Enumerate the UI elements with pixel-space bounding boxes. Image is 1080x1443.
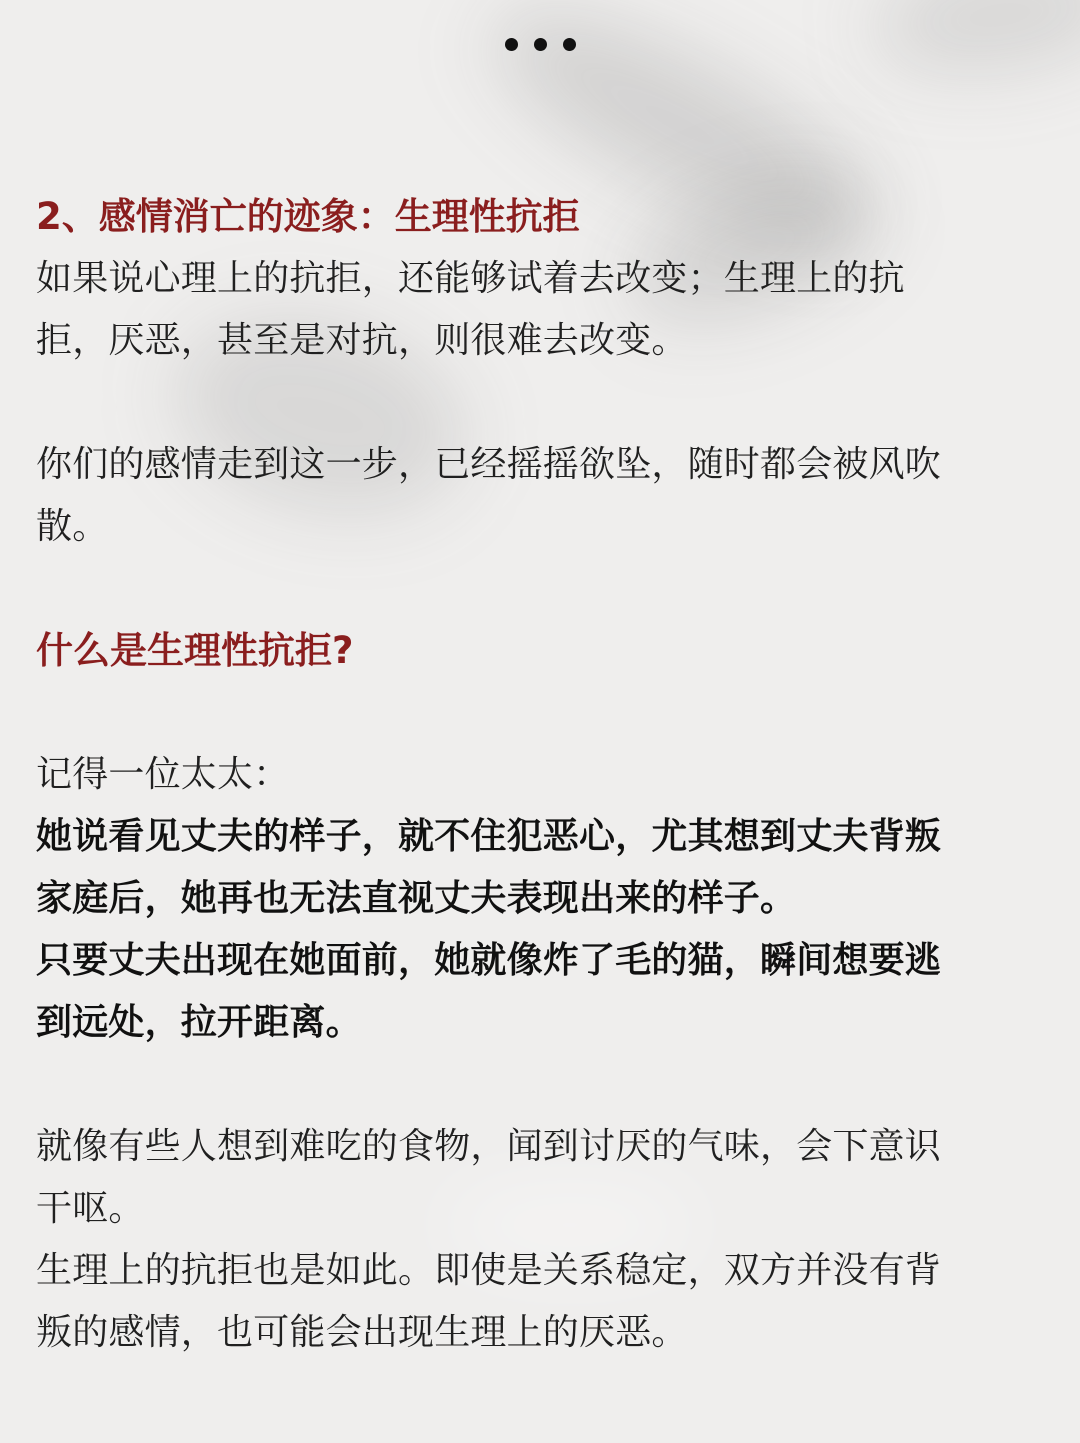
paragraph-line: 如果说心理上的抗拒，还能够试着去改变；生理上的抗 (36, 258, 905, 299)
paragraph-spacer (36, 682, 1026, 744)
dot (534, 38, 547, 51)
dot (563, 38, 576, 51)
paragraph-line: 干呕。 (36, 1188, 145, 1229)
paragraph-line: 散。 (36, 506, 109, 547)
emphasized-line: 家庭后，她再也无法直视丈夫表现出来的样子。 (36, 878, 797, 919)
sub-heading: 什么是生理性抗拒? (36, 629, 354, 672)
paragraph-line: 拒，厌恶，甚至是对抗，则很难去改变。 (36, 320, 688, 361)
emphasized-line: 只要丈夫出现在她面前，她就像炸了毛的猫，瞬间想要逃 (36, 940, 942, 981)
emphasized-line: 到远处，拉开距离。 (36, 1002, 362, 1043)
paragraph-line: 就像有些人想到难吃的食物，闻到讨厌的气味，会下意识 (36, 1126, 942, 1167)
paragraph-spacer (36, 558, 1026, 620)
paragraph-line: 叛的感情，也可能会出现生理上的厌恶。 (36, 1312, 688, 1353)
section-heading: 2、感情消亡的迹象：生理性抗拒 (36, 195, 580, 238)
article-body (36, 186, 1026, 1364)
paragraph-spacer (36, 372, 1026, 434)
emphasized-line: 她说看见丈夫的样子，就不住犯恶心，尤其想到丈夫背叛 (36, 816, 942, 857)
paragraph-spacer (36, 1054, 1026, 1116)
paragraph-line: 你们的感情走到这一步，已经摇摇欲坠，随时都会被风吹 (36, 444, 942, 485)
paragraph-line: 生理上的抗拒也是如此。即使是关系稳定，双方并没有背 (36, 1250, 942, 1291)
paragraph-line: 记得一位太太： (36, 754, 290, 795)
dot (505, 38, 518, 51)
more-horizontal-icon[interactable] (0, 38, 1080, 51)
